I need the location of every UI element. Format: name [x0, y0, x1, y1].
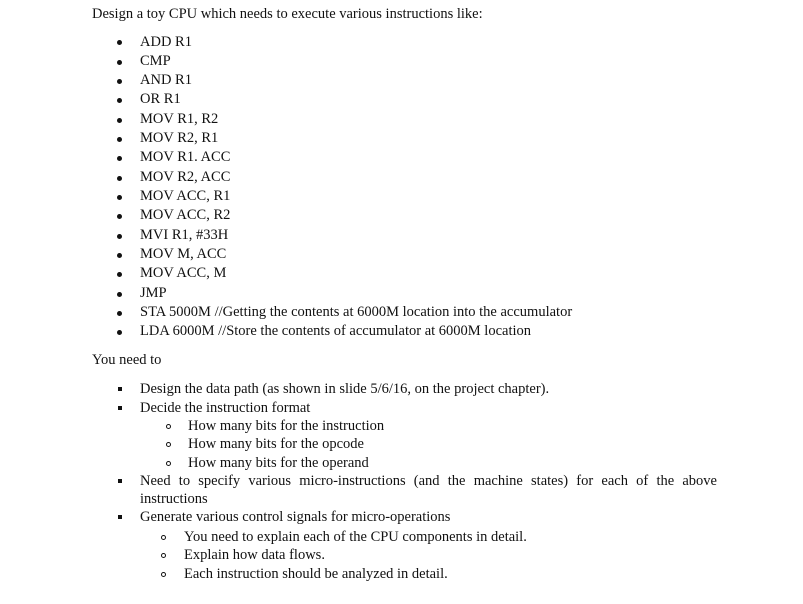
section-heading: You need to — [92, 352, 162, 368]
bullet-icon — [117, 137, 122, 142]
sub-item-text: How many bits for the opcode — [188, 436, 364, 452]
task-text: Decide the instruction format — [140, 400, 311, 416]
sub-item-text: Each instruction should be analyzed in detail. — [184, 566, 448, 582]
intro-text: Design a toy CPU which needs to execute various instructions like: — [92, 6, 483, 22]
instruction-text: MVI R1, #33H — [140, 227, 229, 243]
instruction-text: CMP — [140, 53, 171, 69]
instruction-text: MOV M, ACC — [140, 246, 227, 262]
instruction-text: OR R1 — [140, 91, 181, 107]
task-text: Design the data path (as shown in slide 5/6/16, on the project chapter). — [140, 381, 550, 397]
task-text: Generate various control signals for micro-operations — [140, 509, 451, 525]
bullet-icon — [117, 118, 122, 123]
circle-bullet-icon — [166, 442, 171, 447]
instruction-text: AND R1 — [140, 72, 192, 88]
task-text-continuation: instructions — [140, 491, 208, 507]
circle-bullet-icon — [161, 553, 166, 558]
bullet-icon — [117, 292, 122, 297]
bullet-icon — [117, 330, 122, 335]
instruction-text: MOV R2, R1 — [140, 130, 219, 146]
instruction-text: MOV ACC, R1 — [140, 188, 231, 204]
instruction-text: JMP — [140, 285, 167, 301]
bullet-icon — [117, 311, 122, 316]
sub-item-text: How many bits for the instruction — [188, 418, 385, 434]
square-bullet-icon — [118, 515, 122, 519]
instruction-text: LDA 6000M //Store the contents of accumulator at 6000M location — [140, 323, 532, 339]
square-bullet-icon — [118, 387, 122, 391]
circle-bullet-icon — [161, 535, 166, 540]
square-bullet-icon — [118, 406, 122, 410]
bullet-icon — [117, 195, 122, 200]
instruction-text: MOV R2, ACC — [140, 169, 231, 185]
circle-bullet-icon — [166, 424, 171, 429]
bullet-icon — [117, 79, 122, 84]
bullet-icon — [117, 60, 122, 65]
instruction-text: MOV ACC, M — [140, 265, 227, 281]
instruction-text: STA 5000M //Getting the contents at 6000M location into the accumulator — [140, 304, 573, 320]
circle-bullet-icon — [166, 461, 171, 466]
sub-item-text: Explain how data flows. — [184, 547, 325, 563]
bullet-icon — [117, 253, 122, 258]
bullet-icon — [117, 272, 122, 277]
instruction-text: MOV R1. ACC — [140, 149, 231, 165]
circle-bullet-icon — [161, 572, 166, 577]
instruction-text: MOV R1, R2 — [140, 111, 219, 127]
bullet-icon — [117, 156, 122, 161]
instruction-text: MOV ACC, R2 — [140, 207, 231, 223]
task-text: Need to specify various micro-instructions (and the machine states) for each of the above — [140, 473, 717, 489]
sub-item-text: How many bits for the operand — [188, 455, 369, 471]
bullet-icon — [117, 234, 122, 239]
bullet-icon — [117, 176, 122, 181]
instruction-text: ADD R1 — [140, 34, 192, 50]
bullet-icon — [117, 40, 122, 45]
bullet-icon — [117, 98, 122, 103]
square-bullet-icon — [118, 479, 122, 483]
bullet-icon — [117, 214, 122, 219]
sub-item-text: You need to explain each of the CPU components in detail. — [184, 529, 527, 545]
